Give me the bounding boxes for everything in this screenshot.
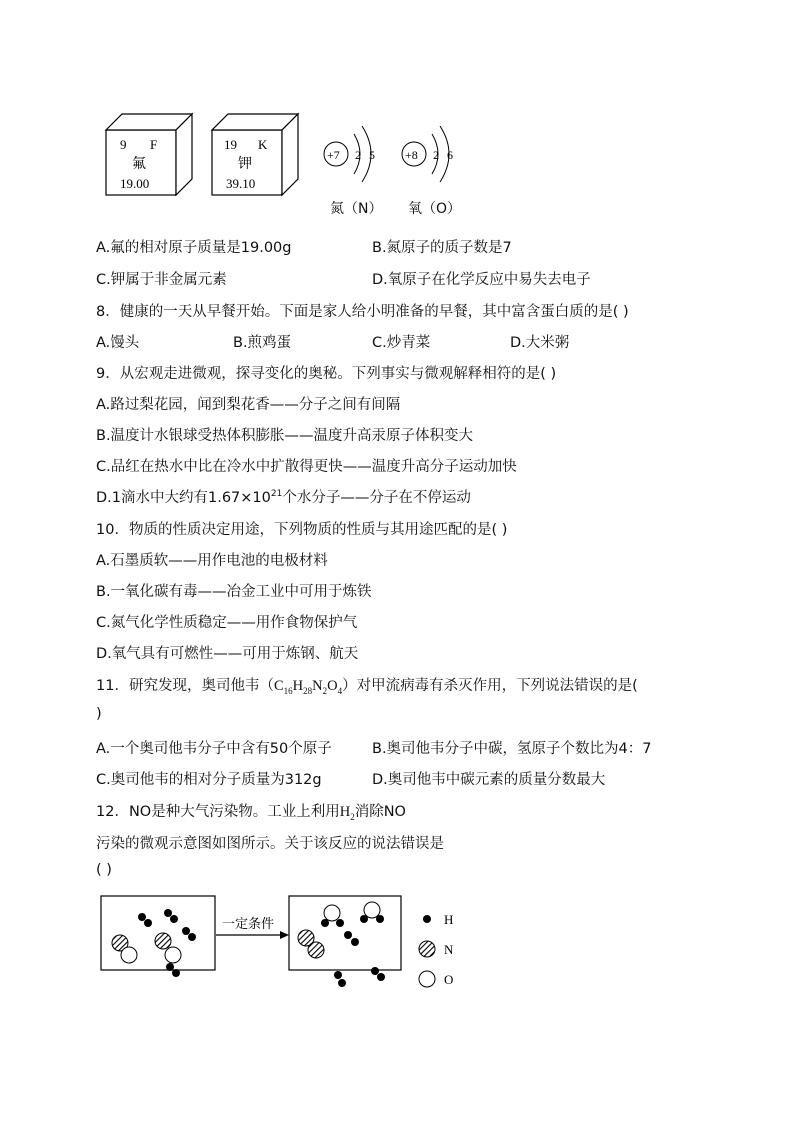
q10-stem: 10．物质的性质决定用途，下列物质的性质与其用途匹配的是( ) [96,522,508,538]
legend-o-label: O [444,972,454,987]
shell-electrons: 5 [369,148,375,162]
atom-diagram-nitrogen [324,126,375,182]
reaction-condition: 一定条件 [222,916,275,931]
q11-option-c: C.奥司他韦的相对分子质量为312g [96,772,322,788]
q12-stem-line2: 污染的微观示意图如图所示。关于该反应的说法错误是 [96,836,444,852]
q7-option-a: A.氟的相对原子质量是19.00g [96,240,292,256]
atom-label-nitrogen: 氮（N） [330,201,383,217]
chemical-formula: $C_{16}H_{28}N_2O_4$ [273,678,343,696]
element-mass: 19.00 [120,176,150,191]
q9-stem: 9．从宏观走进微观，探寻变化的奥秘。下列事实与微观解释相符的是( ) [96,366,557,382]
element-symbol: K [258,137,268,152]
q10-option-d: D.氧气具有可燃性——可用于炼钢、航天 [96,646,359,662]
q11-option-a: A.一个奥司他韦分子中含有50个原子 [96,741,332,757]
q10-option-b: B.一氧化碳有毒——冶金工业中可用于炼铁 [96,584,372,600]
shell-electrons: 6 [447,148,453,162]
nucleus-charge: +8 [405,148,418,162]
q11-option-b: B.奥司他韦分子中碳，氢原子个数比为4：7 [372,741,652,757]
shell-electrons: 2 [433,148,439,162]
q12-stem-line1: 12．NO是种大气污染物。工业上利用$H_2$消除NO [96,804,406,822]
q8-option-d: D.大米粥 [510,335,570,351]
q12-stem-line3: ( ) [96,862,112,878]
q9-option-a: A.路过梨花园，闻到梨花香——分子之间有间隔 [96,397,401,413]
atom-label-oxygen: 氧（O） [408,201,462,217]
element-card-potassium [212,114,298,195]
q8-option-b: B.煎鸡蛋 [233,335,292,351]
atom-diagram-oxygen [402,126,453,182]
q7-option-c: C.钾属于非金属元素 [96,272,227,288]
element-number: 19 [224,137,237,152]
nucleus-charge: +7 [327,148,340,162]
h2-molecule [334,971,346,987]
element-name: 氟 [132,157,146,172]
q10-option-c: C.氮气化学性质稳定——用作食物保护气 [96,615,358,631]
element-card-fluorine [106,114,192,195]
legend-o-symbol [419,971,435,987]
q11-stem-cont: ) [96,706,102,722]
element-name: 钾 [238,157,252,172]
legend-h-symbol [423,915,431,923]
q10-option-a: A.石墨质软——用作电池的电极材料 [96,553,328,569]
q9-option-b: B.温度计水银球受热体积膨胀——温度升高汞原子体积变大 [96,428,474,444]
legend-n-symbol [419,941,435,957]
element-mass: 39.10 [226,176,256,191]
q8-option-a: A.馒头 [96,335,140,351]
q9-option-d: D.1滴水中大约有$1.67\times 10^{21}$个水分子——分子在不停运动 [96,489,471,506]
element-symbol: F [150,137,158,152]
element-number: 9 [120,137,127,152]
legend [419,912,454,987]
legend-h-label: H [444,912,454,927]
q8-option-c: C.炒青菜 [372,335,431,351]
q9-option-c: C.品红在热水中比在冷水中扩散得更快——温度升高分子运动加快 [96,459,517,475]
q8-stem: 8．健康的一天从早餐开始。下面是家人给小明准备的早餐，其中富含蛋白质的是( ) [96,304,629,320]
q7-option-d: D.氧原子在化学反应中易失去电子 [372,272,591,288]
shell-electrons: 2 [355,148,361,162]
reaction-diagram [100,895,470,1003]
q11-option-d: D.奥司他韦中碳元素的质量分数最大 [372,772,606,788]
reactants-box [101,896,215,970]
q11-stem: 11．研究发现，奥司他韦$(C_{16}H_{28}N_2O_4)$对甲流病毒有杀灭作用，下列说法错误的是( [96,678,638,696]
legend-n-label: N [444,942,454,957]
q7-option-b: B.氮原子的质子数是7 [372,240,512,256]
